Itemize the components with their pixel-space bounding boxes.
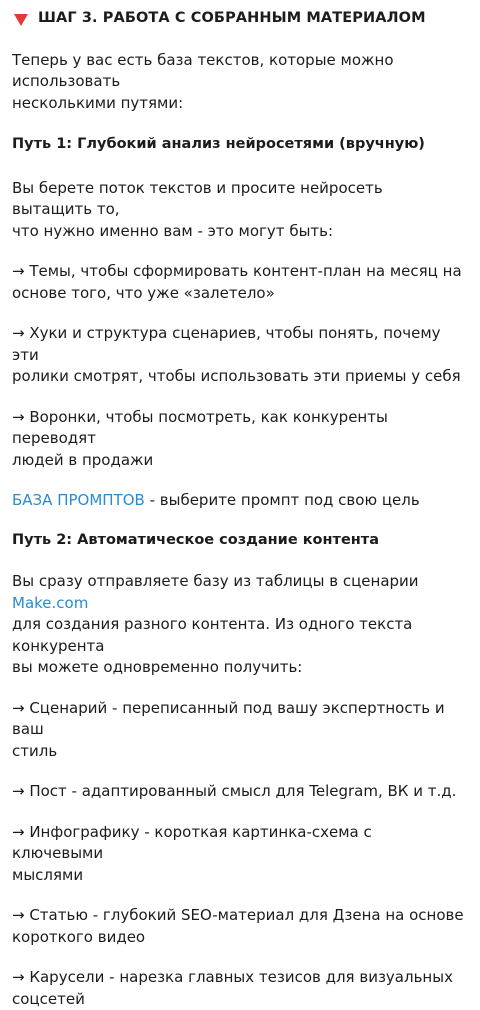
path2-title: Путь 2: Автоматическое создание контента <box>12 531 379 548</box>
list-item <box>12 781 466 803</box>
prompt-base-link[interactable]: БАЗА ПРОМПТОВ <box>12 491 145 509</box>
prompt-line <box>12 490 466 512</box>
list-item-line: → Статью - глубокий SEO-материал для Дзена на основе <box>12 906 464 924</box>
list-item-line: людей в продажи <box>12 450 154 469</box>
list-item-line: → Воронки, чтобы посмотреть, как конкуренты переводят <box>12 407 388 447</box>
list-item-line: соцсетей <box>12 989 85 1008</box>
intro-line: несколькими путями: <box>12 93 184 112</box>
list-item-line: → Хуки и структура сценариев, чтобы понять, почему эти <box>12 324 441 364</box>
path2-desc-line: для создания разного контента. Из одного текста конкурента <box>12 615 413 655</box>
list-item <box>12 323 466 388</box>
prompt-line-text: - выберите промпт под свою цель <box>144 491 420 509</box>
list-item-line: основе того, что уже «залетело» <box>12 283 275 302</box>
list-item <box>12 822 466 887</box>
list-item-line: → Темы, чтобы сформировать контент-план на месяц на <box>12 262 462 280</box>
list-item <box>12 698 466 763</box>
list-item <box>12 967 466 1010</box>
list-item-line: короткого видео <box>12 927 146 946</box>
path2-desc-line: вы можете одновременно получить: <box>12 658 303 676</box>
list-item-line: стиль <box>12 741 58 760</box>
path1-desc-line: что нужно именно вам - это могут быть: <box>12 221 334 240</box>
list-item-line: → Пост - адаптированный смысл для Telegram, ВК и т.д. <box>12 782 457 800</box>
list-item <box>12 261 466 304</box>
path2-desc <box>12 571 466 679</box>
intro-line: Теперь у вас есть база текстов, которые можно использовать <box>12 50 394 90</box>
intro-text <box>12 50 466 115</box>
red-triangle-down-icon <box>12 10 30 28</box>
path1-desc-line: Вы берете поток текстов и просите нейросеть вытащить то, <box>12 178 383 218</box>
list-item-line: → Карусели - нарезка главных тезисов для визуальных <box>12 968 453 986</box>
path2-desc-start: Вы сразу отправляете базу из таблицы в сценарии <box>12 572 419 590</box>
list-item-line: → Сценарий - переписанный под вашу экспертность и ваш <box>12 698 445 738</box>
make-com-link[interactable]: Make.com <box>12 593 89 612</box>
path1-title: Путь 1: Глубокий анализ нейросетями (вручную) <box>12 136 425 152</box>
step-heading <box>12 8 466 30</box>
list-item <box>12 407 466 472</box>
list-item-line: мыслями <box>12 865 84 884</box>
path1-desc <box>12 178 466 243</box>
list-item-line: ролики смотрят, чтобы использовать эти приемы у себя <box>12 367 461 385</box>
heading-text: ШАГ 3. РАБОТА С СОБРАННЫМ МАТЕРИАЛОМ <box>38 10 426 26</box>
list-item-line: → Инфографику - короткая картинка-схема с ключевыми <box>12 822 372 862</box>
list-item <box>12 905 466 948</box>
